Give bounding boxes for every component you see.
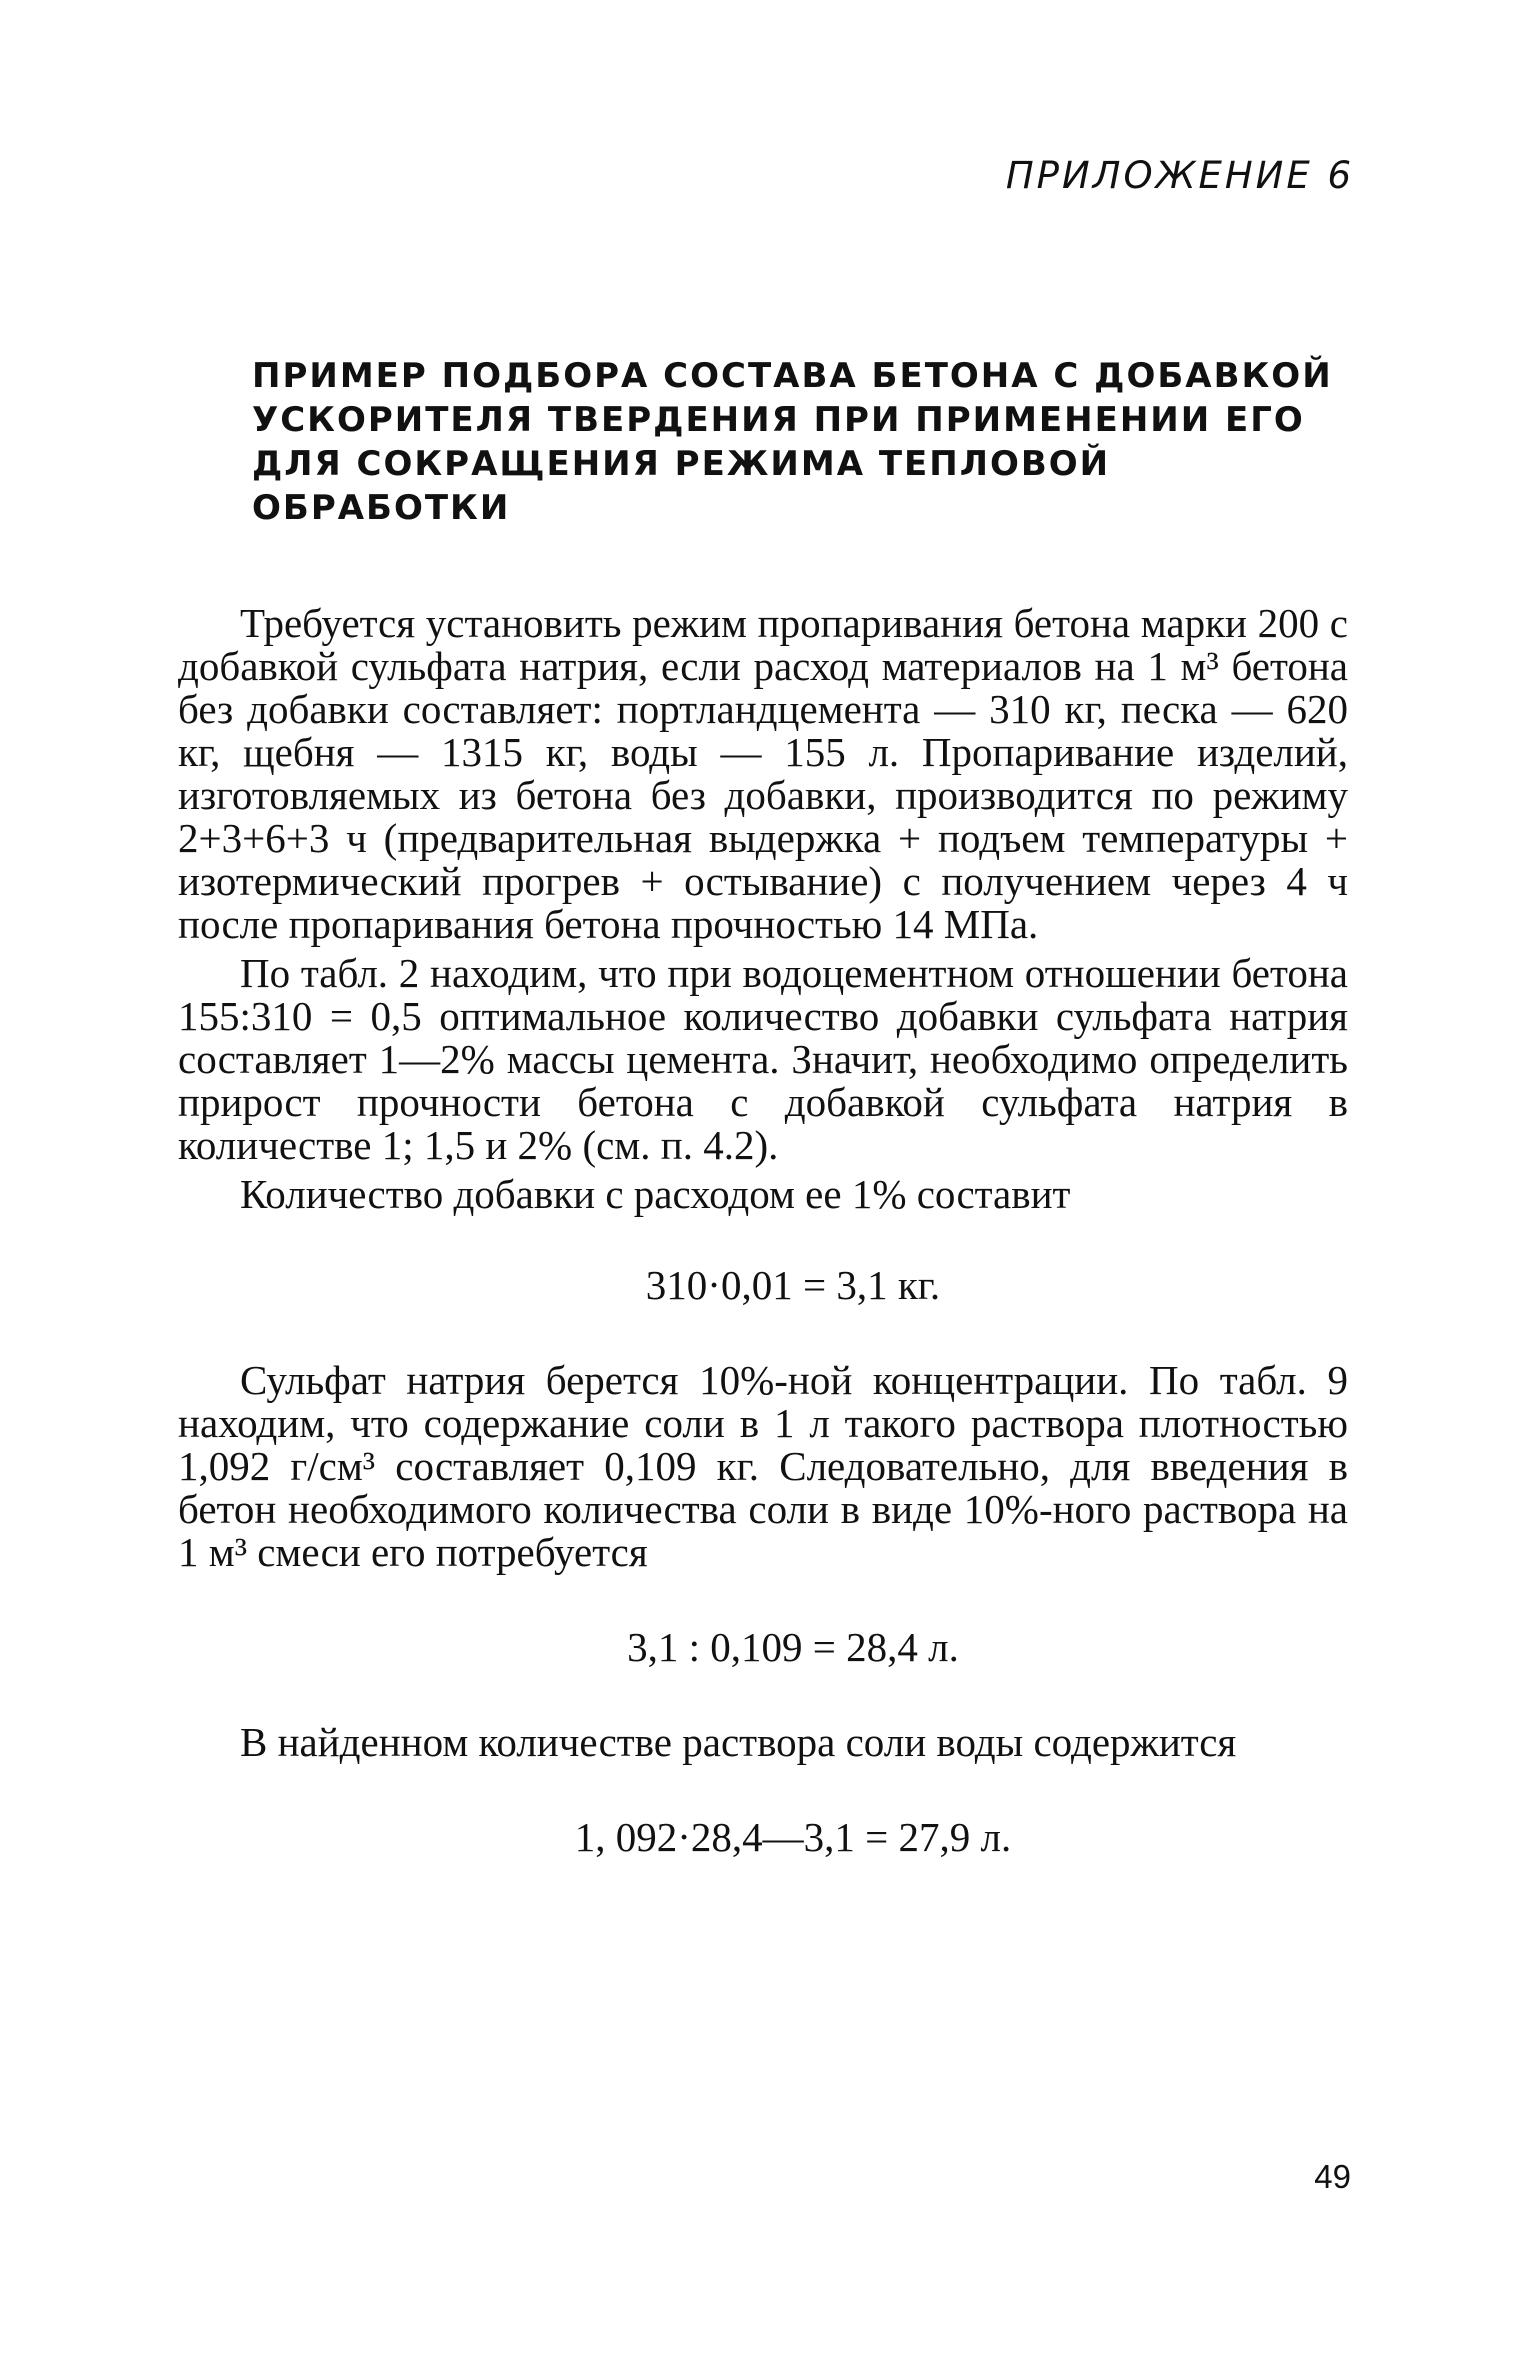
paragraph-requirement: Требуется установить режим пропаривания бетона марки 200 с добавкой сульфата натрия, если расход материалов на 1 м³ бетона без добавки составляет: портландцемента — 310 кг, песка — 620 кг, щебня — 1315 кг, воды — 155 л. Пропаривание изделий, изготовляемых из бетона без добавки, производится по режиму 2+3+6+3 ч (предварительная выдержка + подъем температуры + изотермический прогрев + остывание) с получением через 4 ч после пропаривания бетона прочностью 14 МПа.: [178, 600, 1348, 947]
heading-line: ПРИМЕР ПОДБОРА СОСТАВА БЕТОНА С ДОБАВКОЙ: [252, 356, 1333, 396]
section-heading: [252, 354, 1333, 530]
body-text: [178, 602, 1348, 1859]
paragraph-table-2: По табл. 2 находим, что при водоцементном отношении бетона 155:310 = 0,5 оптимальное количество добавки сульфата натрия составляет 1—2% массы цемента. Значит, необходимо определить прирост прочности бетона с добавкой сульфата натрия в количестве 1; 1,5 и 2% (см. п. 4.2).: [178, 950, 1348, 1168]
formula-water-volume: 1, 092·28,4—3,1 = 27,9 л.: [574, 1814, 1012, 1860]
paragraph-additive-amount: Количество добавки с расходом ее 1% составит: [240, 1171, 1071, 1217]
formula-additive-mass: 310·0,01 = 3,1 кг.: [645, 1262, 941, 1308]
page-number: 49: [1314, 2158, 1351, 2195]
formula-solution-volume: 3,1 : 0,109 = 28,4 л.: [627, 1624, 959, 1670]
paragraph-water-content: В найденном количестве раствора соли воды содержится: [240, 1719, 1237, 1765]
heading-line: ОБРАБОТКИ: [252, 488, 511, 528]
paragraph-solution: Сульфат натрия берется 10%-ной концентрации. По табл. 9 находим, что содержание соли в 1 л такого раствора плотностью 1,092 г/см³ составляет 0,109 кг. Следовательно, для введения в бетон необходимого количества соли в виде 10%-ного раствора на 1 м³ смеси его потребуется: [178, 1357, 1348, 1575]
heading-line: ДЛЯ СОКРАЩЕНИЯ РЕЖИМА ТЕПЛОВОЙ: [252, 444, 1111, 484]
appendix-label: ПРИЛОЖЕНИЕ 6: [1005, 154, 1354, 197]
heading-line: УСКОРИТЕЛЯ ТВЕРДЕНИЯ ПРИ ПРИМЕНЕНИИ ЕГО: [252, 400, 1305, 440]
